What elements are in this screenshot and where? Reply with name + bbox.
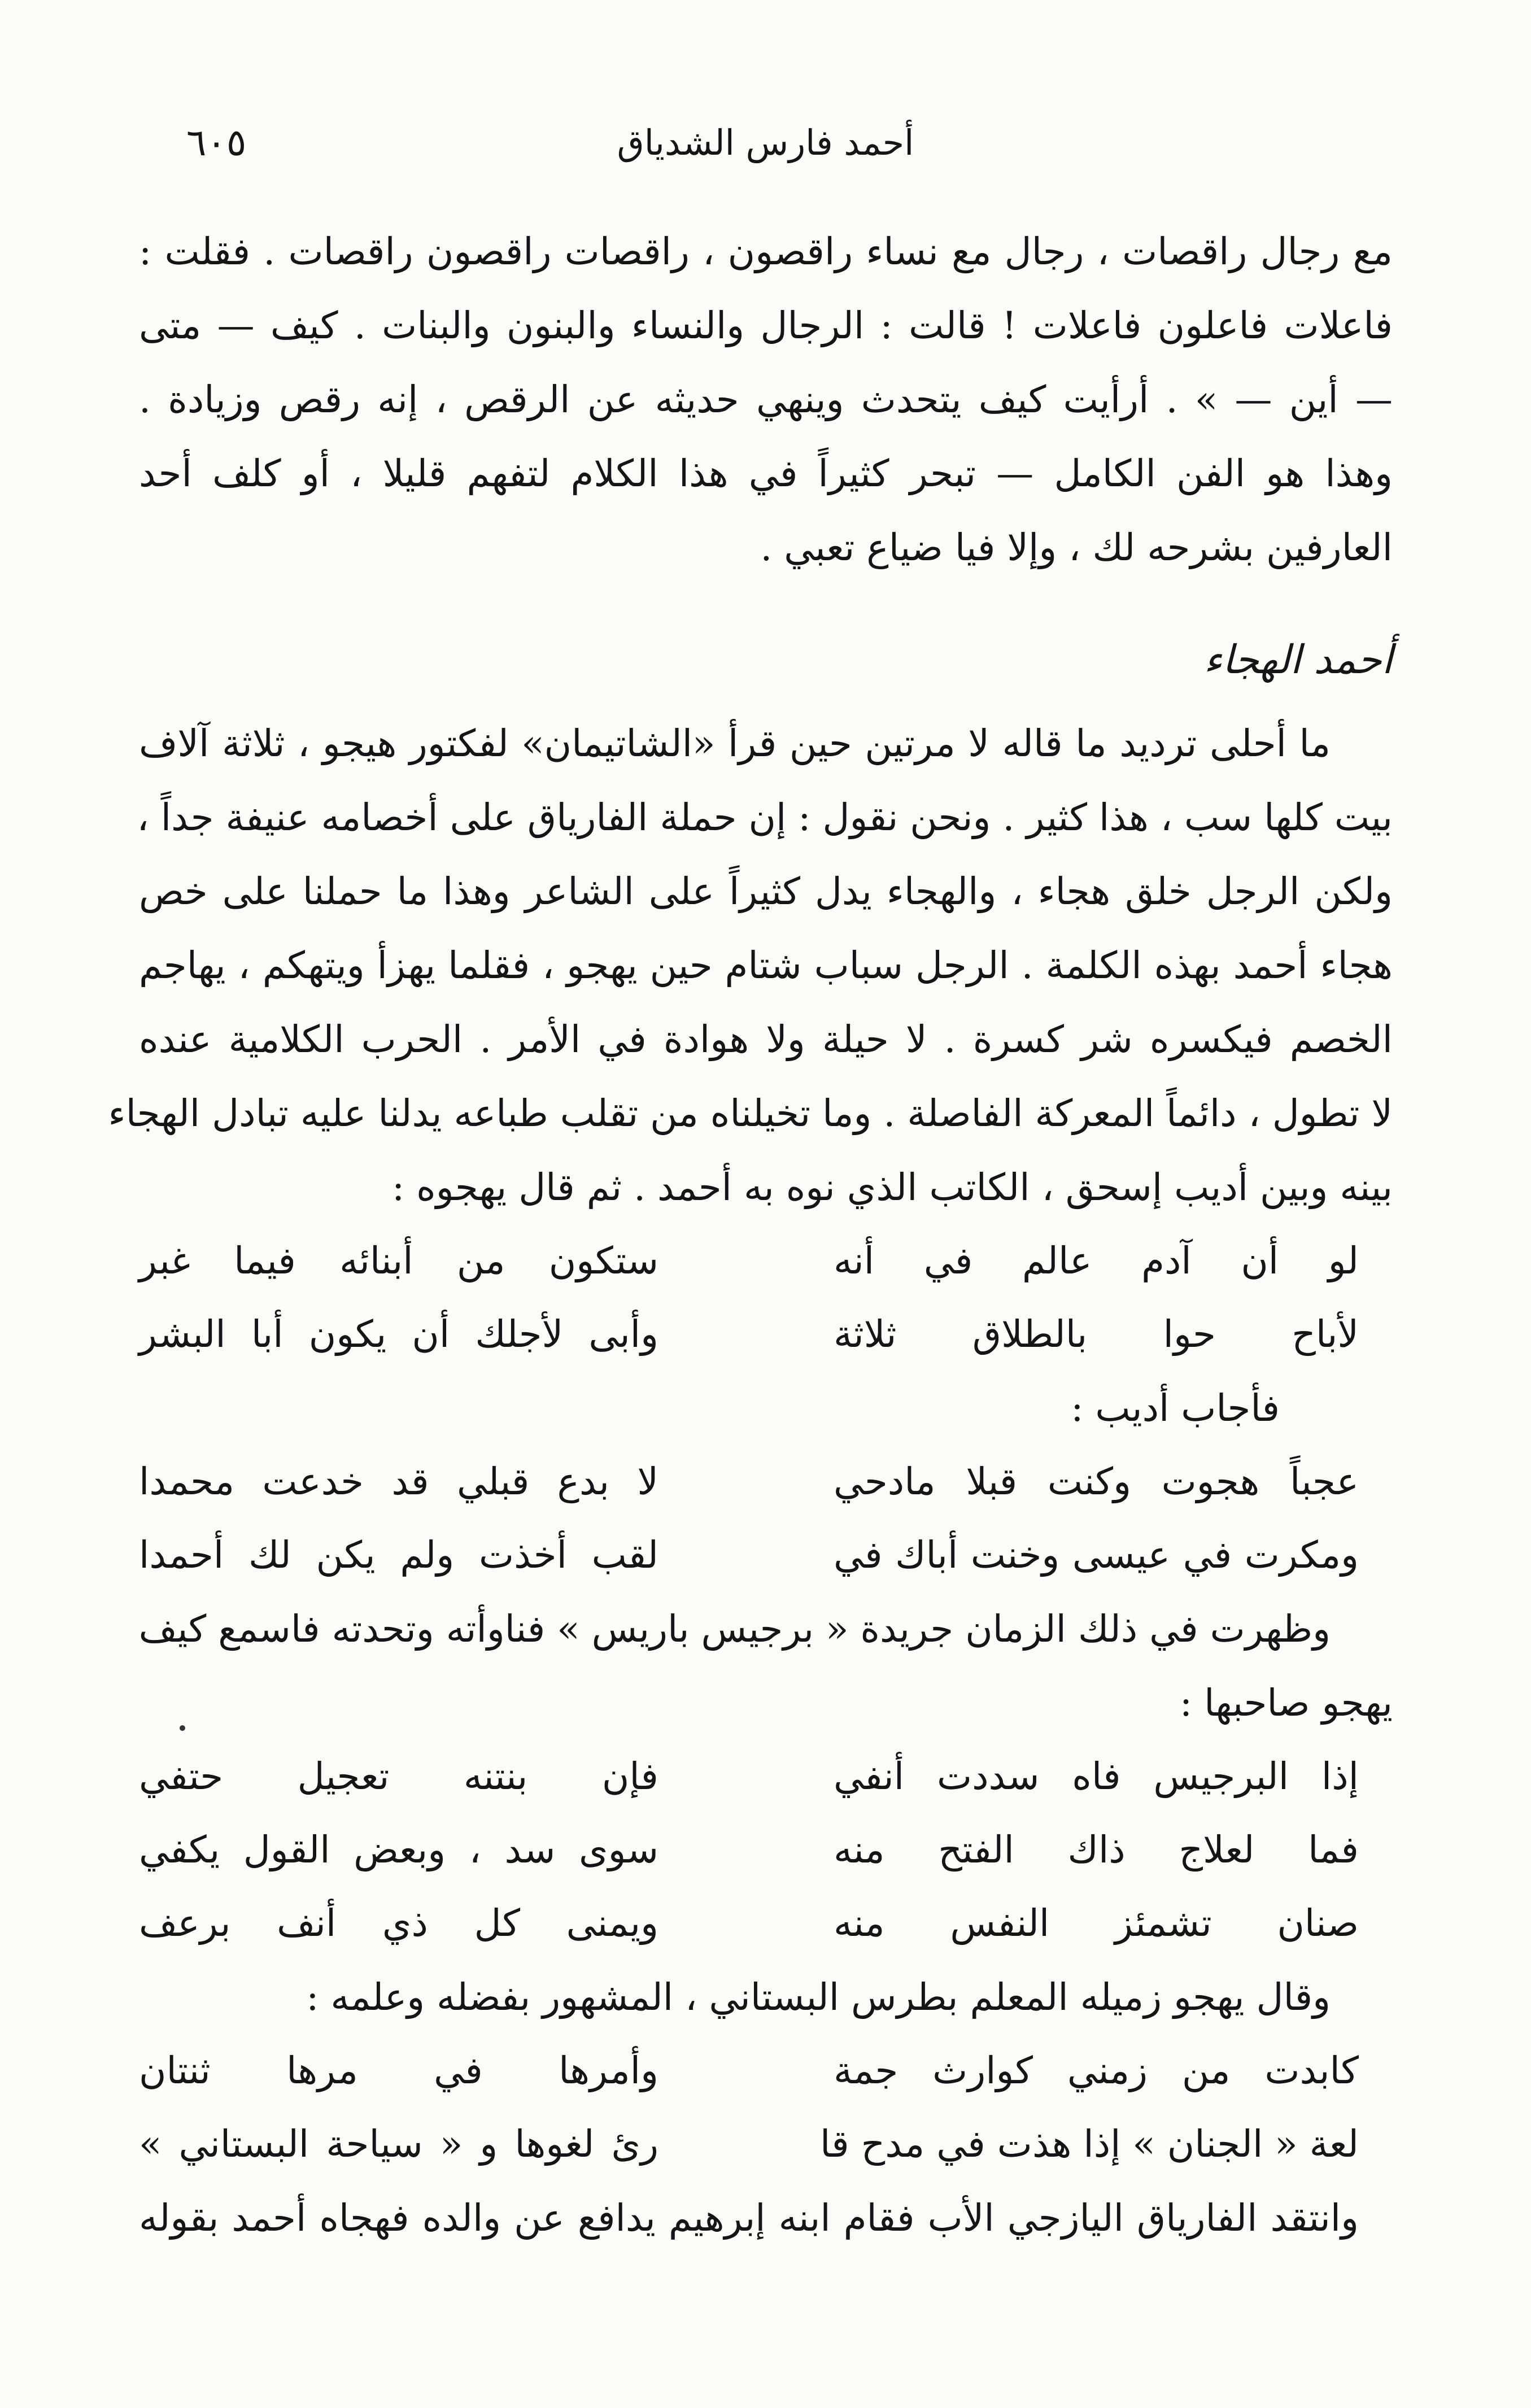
lead-in-text: وقال يهجو زميله المعلم بطرس البستاني ، المشهور بفضله وعلمه : (306, 1975, 1331, 2019)
verse-first-hemistich: لعة « الجنان » إذا هذت في مدح قا (820, 2122, 1359, 2166)
text-line: العارفين بشرحه لك ، وإلا فيا ضياع تعبي . (760, 526, 1393, 569)
text-line: — أين — » . أرأيت كيف يتحدث وينهي حديثه عن الرقص ، إنه رقص وزيادة . (139, 378, 1393, 421)
verse-first-hemistich: لأباح حوا بالطلاق ثلاثة (834, 1312, 1359, 1356)
page-number: ٦٠٥ (186, 121, 247, 164)
paragraph-yaziji (139, 2181, 1393, 2255)
text-line: الخصم فيكسره شر كسرة . لا حيلة ولا هوادة في الأمر . الحرب الكلامية عنده (139, 1018, 1393, 1061)
verse-second-hemistich: وأمرها في مرها ثنتان (139, 2049, 658, 2092)
text-line: بينه وبين أديب إسحق ، الكاتب الذي نوه به أحمد . ثم قال يهجوه : (391, 1166, 1393, 1209)
verse-first-hemistich: لو أن آدم عالم في أنه (834, 1239, 1359, 1282)
verse-second-hemistich: وأبى لأجلك أن يكون أبا البشر (139, 1312, 658, 1356)
verse-first-hemistich: إذا البرجيس فاه سددت أنفي (834, 1755, 1359, 1798)
text-line: يهجو صاحبها : (1179, 1681, 1393, 1725)
verse-second-hemistich: لقب أخذت ولم يكن لك أحمدا (139, 1533, 658, 1577)
verse-block-2 (139, 1445, 1393, 1592)
verse-line (139, 1445, 1359, 1519)
verse-second-hemistich: رئ لغوها و « سياحة البستاني » (139, 2122, 658, 2166)
verse-second-hemistich: ويمنى كل ذي أنف برعف (139, 1901, 658, 1945)
text-line: لا تطول ، دائماً المعركة الفاصلة . وما تخيلناه من تقلب طباعه يدلنا عليه تبادل الهجاء (108, 1092, 1393, 1135)
verse-line (139, 1740, 1359, 1813)
page-body (108, 215, 1393, 2255)
text-line: فاعلات فاعلون فاعلات ! قالت : الرجال والنساء والبنون والبنات . كيف — متى (139, 304, 1393, 347)
verse-first-hemistich: عجباً هجوت وكنت قبلا مادحي (834, 1460, 1359, 1503)
verse-block-3 (139, 1740, 1393, 1960)
text-line: وظهرت في ذلك الزمان جريدة « برجيس باريس » فناوأته وتحدته فاسمع كيف (138, 1607, 1331, 1651)
verse-line (139, 1519, 1359, 1592)
lead-in-text: فأجاب أديب : (1071, 1386, 1280, 1430)
text-line: مع رجال راقصات ، رجال مع نساء راقصون ، راقصات راقصون راقصات . فقلت : (139, 230, 1393, 273)
verse-first-hemistich: كابدت من زمني كوارث جمة (834, 2049, 1359, 2092)
verse-line (139, 2108, 1359, 2181)
text-line: وهذا هو الفن الكامل — تبحر كثيراً في هذا الكلام لتفهم قليلا ، أو كلف أحد (139, 452, 1393, 495)
text-line: ما أحلى ترديد ما قاله لا مرتين حين قرأ «الشاتيمان» لفكتور هيجو ، ثلاثة آلاف (139, 722, 1331, 765)
verse-second-hemistich: لا بدع قبلي قد خدعت محمدا (139, 1460, 658, 1503)
text-line: بيت كلها سب ، هذا كثير . ونحن نقول : إن حملة الفارياق على أخصامه عنيفة جداً ، (137, 796, 1393, 839)
paragraph-barjis (139, 1592, 1393, 1740)
verse-second-hemistich: فإن بنتنه تعجيل حتفي (139, 1755, 658, 1798)
ink-speck (180, 1725, 185, 1731)
verse-second-hemistich: ستكون من أبنائه فيما غبر (139, 1239, 658, 1282)
running-title: أحمد فارس الشدياق (617, 122, 914, 163)
verse-line (139, 1224, 1359, 1298)
verse-block-1 (139, 1224, 1393, 1371)
verse-first-hemistich: صنان تشمئز النفس منه (834, 1901, 1359, 1945)
verse-second-hemistich: سوى سد ، وبعض القول يكفي (139, 1828, 658, 1872)
verse-line (139, 1813, 1359, 1887)
paragraph-dance (139, 215, 1393, 584)
section-heading: أحمد الهجاء (1203, 636, 1393, 683)
paragraph-satire (108, 706, 1393, 1224)
text-line: هجاء أحمد بهذه الكلمة . الرجل سباب شتام حين يهجو ، فقلما يهزأ ويتهكم ، يهاجم (139, 944, 1393, 987)
verse-first-hemistich: فما لعلاج ذاك الفتح منه (834, 1828, 1359, 1872)
verse-line (139, 2034, 1359, 2108)
text-line: وانتقد الفارياق اليازجي الأب فقام ابنه إبرهيم يدافع عن والده فهجاه أحمد بقوله (139, 2196, 1359, 2240)
verse-block-4 (139, 2034, 1393, 2181)
verse-line (139, 1298, 1359, 1371)
text-line: ولكن الرجل خلق هجاء ، والهجاء يدل كثيراً على الشاعر وهذا ما حملنا على خص (139, 870, 1393, 913)
verse-line (139, 1887, 1359, 1960)
verse-first-hemistich: ومكرت في عيسى وخنت أباك في (834, 1533, 1359, 1577)
page-header (141, 117, 1390, 180)
